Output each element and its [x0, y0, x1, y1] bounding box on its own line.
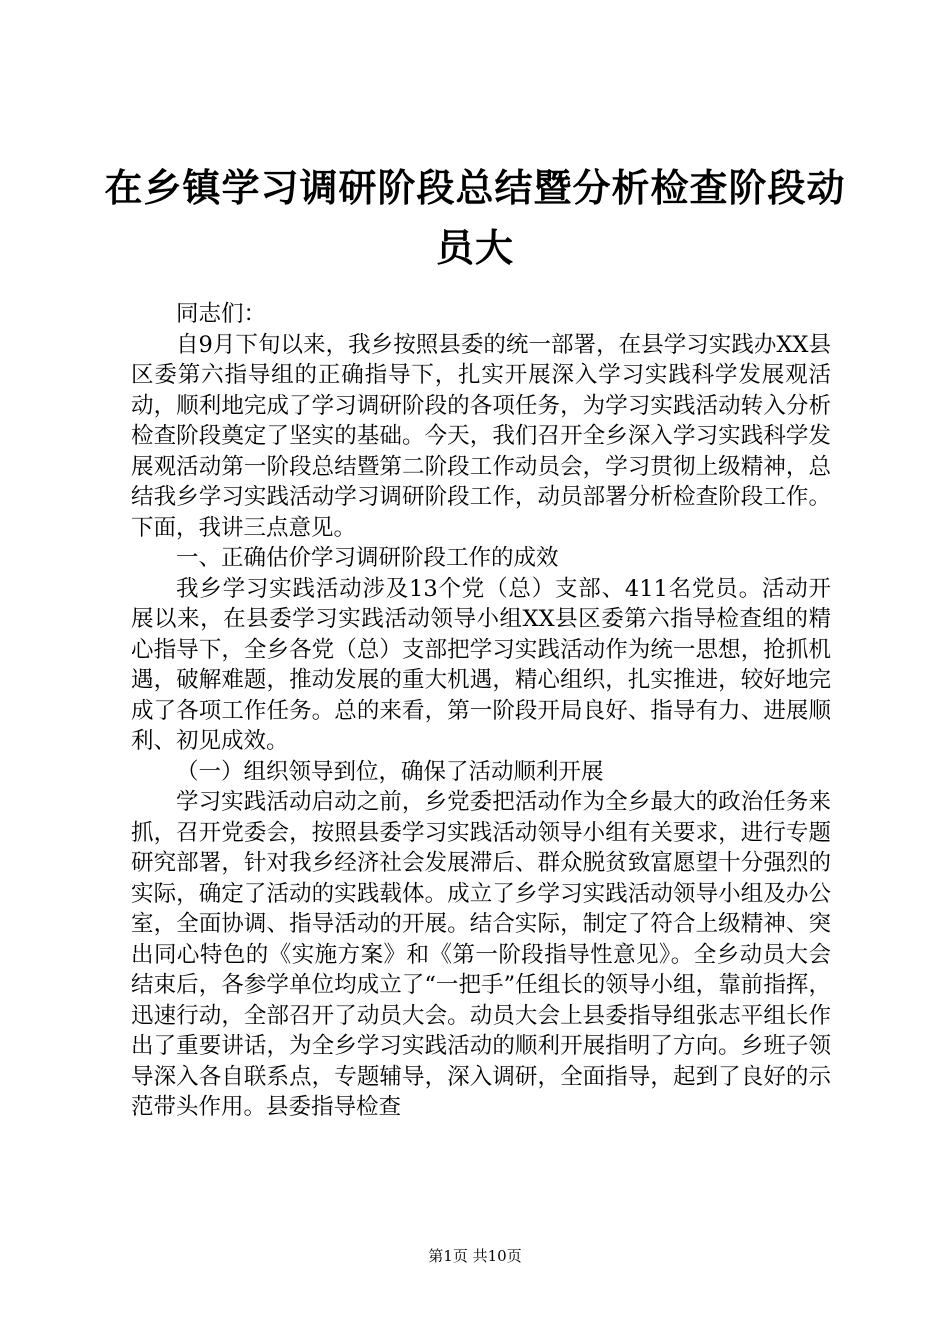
body-paragraph: 自9月下旬以来，我乡按照县委的统一部署，在县学习实践办XX县区委第六指导组的正确指导下，扎实开展深入学习实践科学发展观活动，顺利地完成了学习调研阶段的各项任务，为学习实践活动转入分析检查阶段奠定了坚实的基础。今天，我们召开全乡深入学习实践科学发展观活动第一阶段总结暨第二阶段工作动员会，学习贯彻上级精神，总结我乡学习实践活动学习调研阶段工作，动员部署分析检查阶段工作。下面，我讲三点意见。 [131, 331, 831, 541]
section-heading: 一、正确估价学习调研阶段工作的成效 [176, 545, 559, 571]
subsection-heading: （一）组织领导到位，确保了活动顺利开展 [176, 758, 604, 785]
salutation: 同志们： [176, 301, 267, 327]
document-title: 在乡镇学习调研阶段总结暨分析检查阶段动员大 [104, 165, 846, 270]
page-footer: 第1页 共10页 [428, 1247, 522, 1265]
body-paragraph: 学习实践活动启动之前，乡党委把活动作为全乡最大的政治任务来抓，召开党委会，按照县委学习实践活动领导小组有关要求，进行专题研究部署，针对我乡经济社会发展滞后、群众脱贫致富愿望十分强烈的实际，确定了活动的实践载体。成立了乡学习实践活动领导小组及办公室，全面协调、指导活动的开展。结合实际，制定了符合上级精神、突出同心特色的《实施方案》和《第一阶段指导性意见》。全乡动员大会结束后，各参学单位均成立了“一把手”任组长的领导小组，靠前指挥，迅速行动，全部召开了动员大会。动员大会上县委指导组张志平组长作出了重要讲话，为全乡学习实践活动的顺利开展指明了方向。乡班子领导深入各自联系点，专题辅导，深入调研，全面指导，起到了良好的示范带头作用。县委指导检查 [131, 789, 831, 1120]
document-body [131, 299, 831, 1123]
body-paragraph: 我乡学习实践活动涉及13个党（总）支部、411名党员。活动开展以来，在县委学习实践活动领导小组XX县区委第六指导检查组的精心指导下，全乡各党（总）支部把学习实践活动作为统一思想，抢抓机遇，破解难题，推动发展的重大机遇，精心组织，扎实推进，较好地完成了各项工作任务。总的来看，第一阶段开局良好、指导有力、进展顺利、初见成效。 [131, 575, 831, 754]
